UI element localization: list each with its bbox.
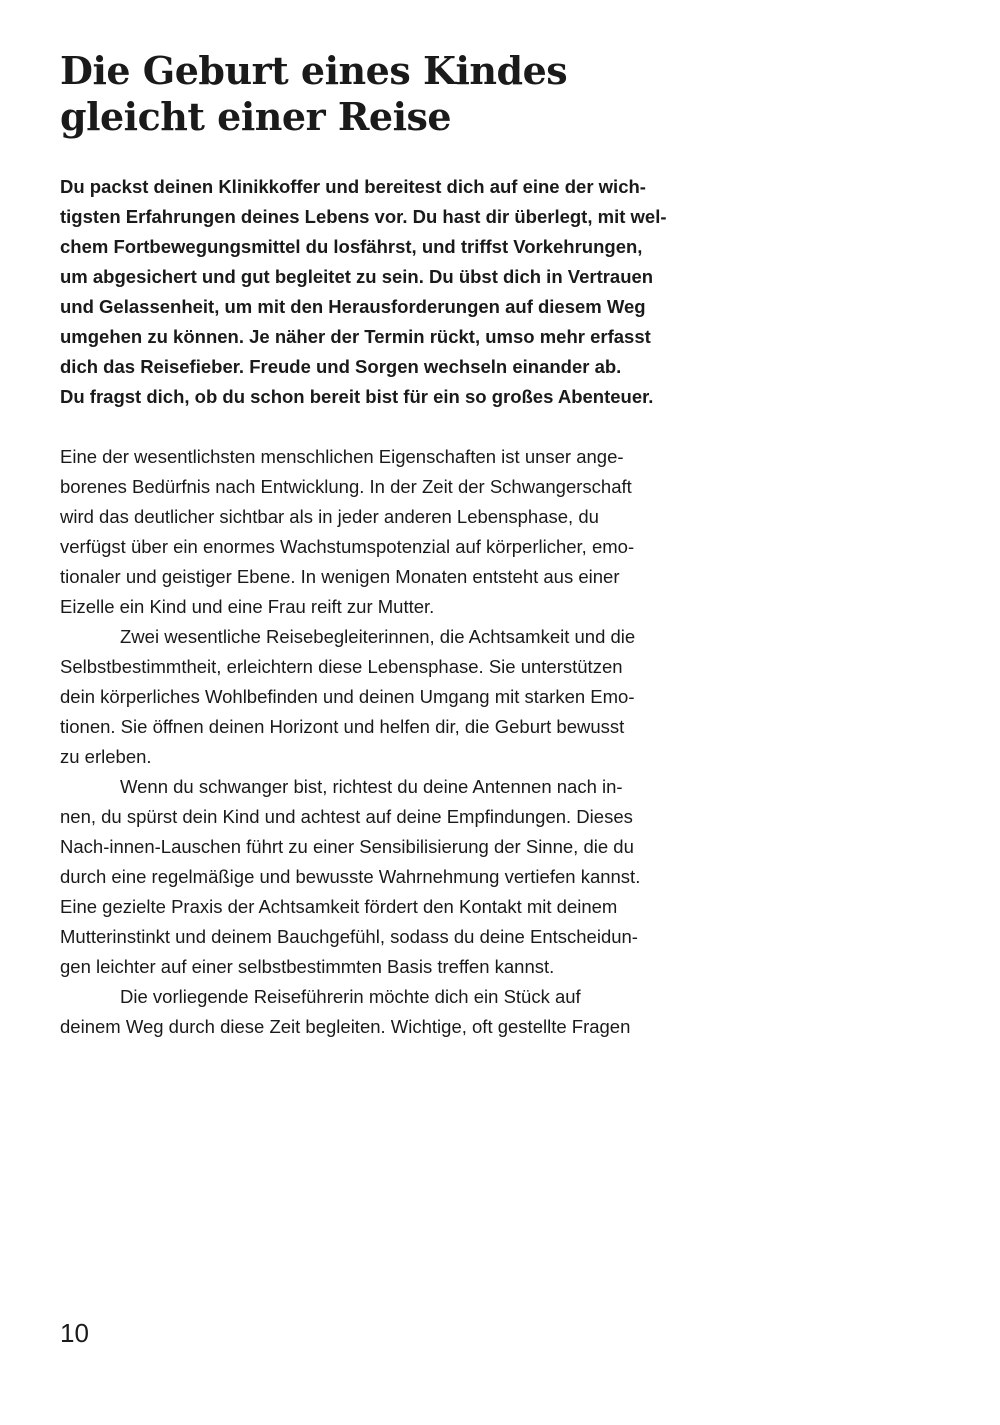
body-line-indented: Zwei wesentliche Reisebegleiterinnen, die Achtsamkeit und die bbox=[120, 626, 636, 647]
body-line: verfügst über ein enormes Wachstumspotenzial auf körperlicher, emo- bbox=[60, 536, 635, 557]
lead-line: dich das Reisefieber. Freude und Sorgen wechseln einander ab. bbox=[60, 356, 622, 377]
body-line: Selbstbestimmtheit, erleichtern diese Lebensphase. Sie unterstützen bbox=[60, 656, 623, 677]
lead-line: und Gelassenheit, um mit den Herausforderungen auf diesem Weg bbox=[60, 296, 646, 317]
body-line: wird das deutlicher sichtbar als in jeder anderen Lebensphase, du bbox=[60, 506, 599, 527]
body-line: nen, du spürst dein Kind und achtest auf deine Empfindungen. Dieses bbox=[60, 806, 633, 827]
chapter-title bbox=[60, 48, 760, 140]
body-line-indented: Wenn du schwanger bist, richtest du deine Antennen nach in- bbox=[120, 776, 623, 797]
lead-line: um abgesichert und gut begleitet zu sein. Du übst dich in Vertrauen bbox=[60, 266, 654, 287]
lead-line: chem Fortbewegungsmittel du losfährst, und triffst Vorkehrungen, bbox=[60, 236, 643, 257]
lead-line: tigsten Erfahrungen deines Lebens vor. Du hast dir überlegt, mit wel- bbox=[60, 206, 667, 227]
body-line: borenes Bedürfnis nach Entwicklung. In der Zeit der Schwangerschaft bbox=[60, 476, 632, 497]
body-line: Nach-innen-Lauschen führt zu einer Sensibilisierung der Sinne, die du bbox=[60, 836, 634, 857]
body-line-indented: Die vorliegende Reiseführerin möchte dich ein Stück auf bbox=[120, 986, 581, 1007]
body-line: gen leichter auf einer selbstbestimmten Basis treffen kannst. bbox=[60, 956, 555, 977]
body-line: dein körperliches Wohlbefinden und deinen Umgang mit starken Emo- bbox=[60, 686, 635, 707]
body-line: Eizelle ein Kind und eine Frau reift zur Mutter. bbox=[60, 596, 435, 617]
body-line: tionaler und geistiger Ebene. In wenigen Monaten entsteht aus einer bbox=[60, 566, 620, 587]
body-line: zu erleben. bbox=[60, 746, 152, 767]
lead-line: Du packst deinen Klinikkoffer und bereitest dich auf eine der wich- bbox=[60, 176, 646, 197]
body-line: durch eine regelmäßige und bewusste Wahrnehmung vertiefen kannst. bbox=[60, 866, 641, 887]
lead-paragraph bbox=[60, 172, 720, 412]
lead-line: Du fragst dich, ob du schon bereit bist für ein so großes Abenteuer. bbox=[60, 386, 654, 407]
chapter-title-line: Die Geburt eines Kindes bbox=[60, 48, 568, 93]
body-line: deinem Weg durch diese Zeit begleiten. Wichtige, oft gestellte Fragen bbox=[60, 1016, 631, 1037]
lead-line: umgehen zu können. Je näher der Termin rückt, umso mehr erfasst bbox=[60, 326, 651, 347]
body-line: Mutterinstinkt und deinem Bauchgefühl, sodass du deine Entscheidun- bbox=[60, 926, 638, 947]
chapter-title-line: gleicht einer Reise bbox=[60, 94, 452, 139]
body-line: Eine der wesentlichsten menschlichen Eigenschaften ist unser ange- bbox=[60, 446, 624, 467]
page-number: 10 bbox=[60, 1318, 89, 1348]
body-line: tionen. Sie öffnen deinen Horizont und helfen dir, die Geburt bewusst bbox=[60, 716, 625, 737]
body-line: Eine gezielte Praxis der Achtsamkeit fördert den Kontakt mit deinem bbox=[60, 896, 618, 917]
body-text bbox=[60, 442, 720, 1042]
